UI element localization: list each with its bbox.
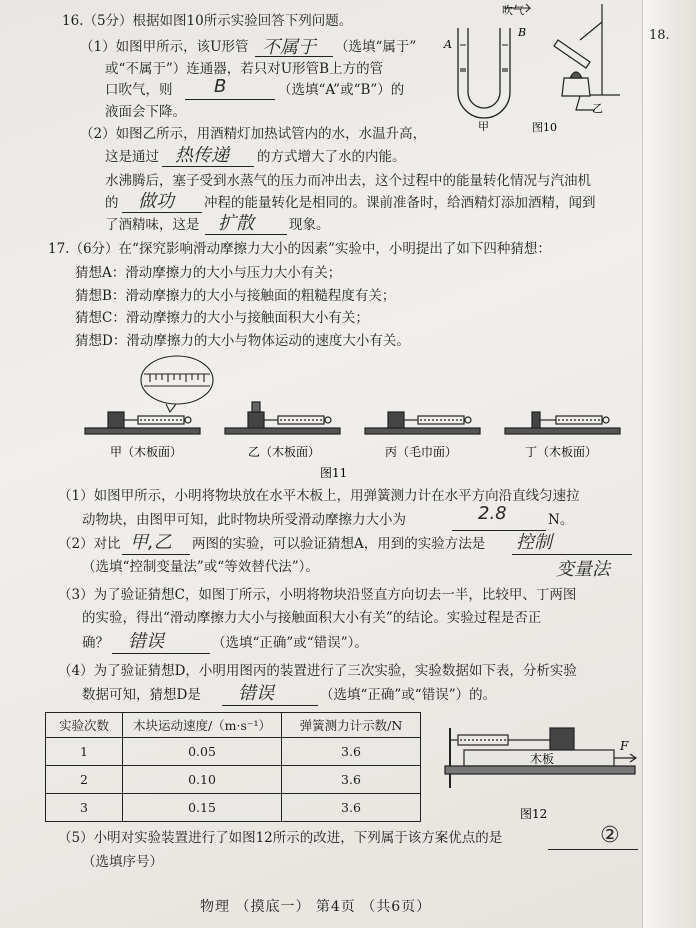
handwritten-answer: 错误 [238,683,274,704]
test-tube-apparatus [554,4,620,110]
figure-10 [440,0,640,140]
table-cell: 0.10 [123,766,282,794]
blow-label: 吹气 [502,4,524,17]
q17-p5-line2: （选填序号） [82,854,163,870]
q17-stem: 17.（6分）在“探究影响滑动摩擦力大小的因素”实验中，小明提出了如下四种猜想： [48,241,551,257]
guess-c: 猜想C：滑动摩擦力的大小与接触面积大小有关； [75,310,369,326]
handwritten-answer: 不属于 [262,37,316,58]
answer-blank [112,653,210,654]
handwritten-answer: ② [600,823,620,848]
table-cell: 3.6 [282,794,421,822]
setup-bing [365,412,480,434]
table-cell: 1 [46,738,123,766]
q17-p1-line2-b: N。 [548,512,574,528]
figure-12-caption: 图12 [520,807,548,821]
table-header-row [46,713,421,738]
q17-p2-line1-a: （2）对比 [58,536,121,552]
data-table [45,712,421,822]
table-cell: 0.05 [123,738,282,766]
figure-11-caption: 图11 [320,466,348,480]
setup-ding [505,412,620,434]
table-row [46,794,421,822]
table-cell: 3 [46,794,123,822]
setup-jia [85,412,200,434]
table-header-cell: 实验次数 [46,713,123,738]
table-cell: 3.6 [282,766,421,794]
page-footer: 物理 （摸底一） 第4页 （共6页） [200,899,432,915]
handwritten-answer: 2.8 [478,503,507,524]
handwritten-answer: 扩散 [218,213,254,234]
q16-p2-line1: （2）如图乙所示，用酒精灯加热试管内的水，水温升高， [80,126,427,142]
label-b: B [518,26,527,39]
handwritten-answer: 控制 [516,532,552,553]
table-row [46,766,421,794]
q16-p2-line5-b: 现象。 [289,217,330,233]
q16-p2-line4-b: 冲程的能量转化是相同的。课前准备时，给酒精灯添加酒精，闻到 [204,195,596,211]
guess-a: 猜想A：滑动摩擦力的大小与压力大小有关； [75,265,342,281]
guess-b: 猜想B：滑动摩擦力的大小与接触面的粗糙程度有关； [75,288,396,304]
q16-p2-line3: 水沸腾后，塞子受到水蒸气的压力而冲出去，这个过程中的能量转化情况与汽油机 [105,173,591,189]
q17-p3-line3-a: 确？ [82,635,109,651]
table-cell: 3.6 [282,738,421,766]
handwritten-answer: 错误 [128,631,164,652]
guess-d: 猜想D：滑动摩擦力的大小与物体运动的速度大小有关。 [75,333,410,349]
q17-p3-line1: （3）为了验证猜想C，如图丁所示，小明将物块沿竖直方向切去一半，比较甲、丁两图 [58,587,577,603]
table-header-cell: 木块运动速度/（m·s⁻¹） [123,713,282,738]
q17-p4-line2-a: 数据可知，猜想D是 [82,687,201,703]
q16-stem: 16.（5分）根据如图10所示实验回答下列问题。 [62,13,353,29]
handwritten-answer: 变量法 [556,559,610,580]
q17-p2-line2: （选填“控制变量法”或“等效替代法”）。 [82,559,319,575]
magnified-scale-diagram [141,356,213,412]
answer-blank [222,705,318,706]
table-cell: 2 [46,766,123,794]
answer-blank [548,849,638,850]
figure-10-caption: 图10 [532,121,557,134]
q16-p1-line1-a: （1）如图甲所示，该U形管 [80,39,249,55]
q16-p2-line2-a: 这是通过 [105,149,159,165]
handwritten-answer: 做功 [138,191,174,212]
figure-12 [440,720,640,825]
q17-p5-line1: （5）小明对实验装置进行了如图12所示的改进，下列属于该方案优点的是 [58,830,503,846]
handwritten-answer: 甲,乙 [130,532,172,553]
fig11-label-jia: 甲（木板面） [110,445,183,459]
fig11-label-ding: 丁（木板面） [525,445,598,459]
q16-p1-line3-b: （选填“A”或“B”）的 [278,82,405,98]
fig11-label-bing: 丙（毛巾面） [385,445,458,459]
q17-p4-line1: （4）为了验证猜想D，小明用图丙的装置进行了三次实验，实验数据如下表，分析实验 [58,663,577,679]
q17-p3-line2: 的实验，得出“滑动摩擦力大小与接触面积大小有关”的结论。实验过程是否正 [82,610,542,626]
table-cell: 0.15 [123,794,282,822]
table-header-cell: 弹簧测力计示数/N [282,713,421,738]
figure-11 [80,350,660,480]
q16-p2-line5-a: 了酒精味，这是 [105,217,200,233]
q16-p1-line3-a: 口吹气，则 [105,82,173,98]
label-a: A [444,38,452,51]
q17-p2-line1-b: 两图的实验，可以验证猜想A，用到的实验方法是 [192,536,486,552]
q16-p2-line4-a: 的 [105,195,119,211]
board-label: 木板 [530,752,555,766]
q16-p1-line2: 或“不属于”）连通器，若只对U形管B上方的管 [105,61,384,77]
q17-p3-line3-b: （选填“正确”或“错误”）。 [212,635,368,651]
answer-blank [122,554,190,555]
q17-p1-line2-a: 动物块，由图甲可知，此时物块所受滑动摩擦力大小为 [82,512,406,528]
question-18-number: 18. [649,28,670,43]
q17-p1-line1: （1）如图甲所示，小明将物块放在水平木板上，用弹簧测力计在水平方向沿直线匀速拉 [58,488,580,504]
q16-p1-line4: 液面会下降。 [105,104,186,120]
q16-p2-line2-b: 的方式增大了水的内能。 [257,149,406,165]
fig11-label-yi: 乙（木板面） [248,445,321,459]
q16-p1-line1-b: （选填“属于” [335,39,417,55]
handwritten-answer: 热传递 [175,145,229,166]
table-row [46,738,421,766]
label-yi: 乙 [592,102,603,115]
setup-yi [225,402,340,434]
force-label: F [620,739,629,753]
q17-p4-line2-b: （选填“正确”或“错误”）的。 [320,687,497,703]
handwritten-answer: B [214,76,227,97]
u-tube-diagram [458,4,530,118]
label-jia: 甲 [478,120,489,133]
answer-blank [185,99,275,100]
